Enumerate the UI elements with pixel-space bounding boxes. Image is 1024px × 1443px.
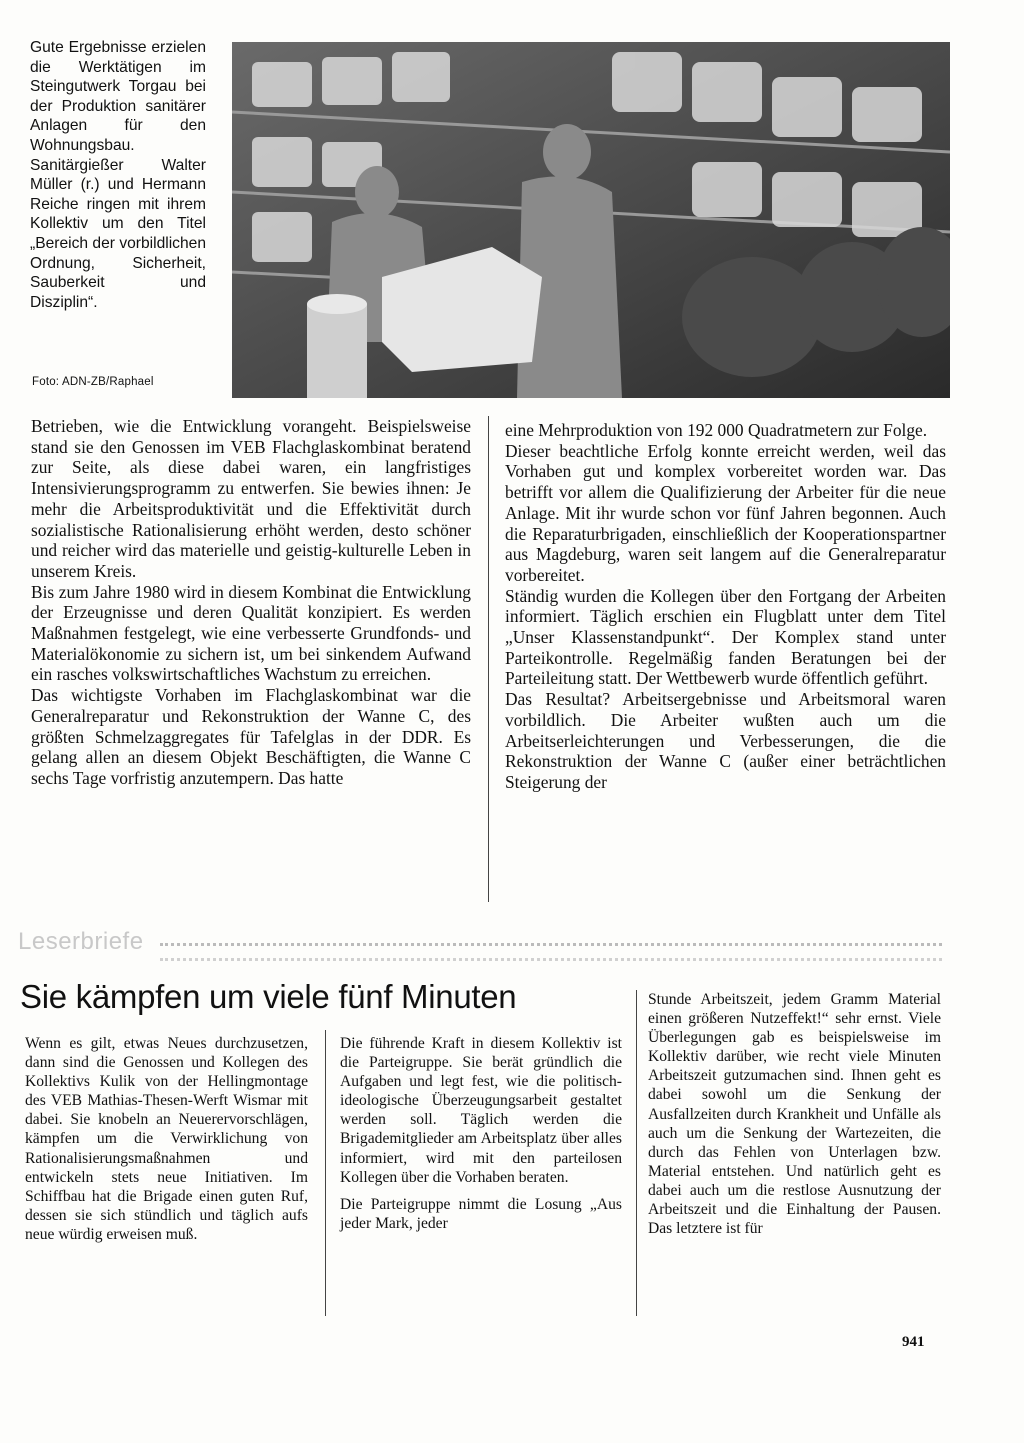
- section-label: Leserbriefe: [18, 928, 144, 955]
- photo-caption: [30, 38, 206, 312]
- letters-3-paragraph-1: Stunde Arbeitszeit, jedem Gramm Material einen größeren Nutzeffekt!“ sehr ernst. Viele Überlegungen gab es beispielsweise im Kollektiv darüber, wie recht viele Minuten Arbeitszeit gutzumachen sind. Ihnen geht es dabei sowohl um die Senkung der Ausfallzeiten durch Krankheit und Unfälle als auch um die Senkung der Wartezeiten, die durch das Fehlen von Unterlagen bzw. Material entstehen. Und natürlich geht es dabei auch um die restlose Ausnutzung der Arbeitszeit und die Einhaltung der Pausen. Das letztere ist für: [648, 991, 941, 1238]
- letters-headline: Sie kämpfen um viele fünf Minuten: [20, 978, 517, 1015]
- article-b-paragraph-2: Dieser beachtliche Erfolg konnte erreicht werden, weil das Vorhaben gut und komplex vorbereitet worden war. Das betrifft vor allem die Qualifizierung der Arbeiter für die neue Anlage. Mit ihr wurde schon vor fünf Jahren begonnen. Auch die Reparaturbrigaden, einschließlich der Kooperationspartner aus Magdeburg, waren seit langem auf die Generalreparatur vorbereitet.: [505, 440, 946, 585]
- section-dotted-rule: [160, 943, 942, 961]
- column-divider: [488, 416, 489, 902]
- page-number: 941: [902, 1334, 925, 1350]
- article-column-b: [505, 420, 946, 793]
- article-b-paragraph-4: Das Resultat? Arbeitsergebnisse und Arbeitsmoral waren vorbildlich. Die Arbeiter wußten auch um die Arbeitserleichterungen und Verbesserungen, die die Rekonstruktion der Wanne C (außer einer beträchtlichen Steigerung der: [505, 689, 946, 792]
- letters-column-1: [25, 1034, 308, 1244]
- column-divider: [325, 1030, 326, 1316]
- article-a-paragraph-1: Betrieben, wie die Entwicklung vorangeht. Beispielsweise stand sie den Genossen im VEB Flachglaskombinat beratend zur Seite, als diese dabei waren, ein langfristiges Intensivierungsprogramm zu entwerfen. Sie bewies ihnen: Je mehr die Arbeitsproduktivität und die Effektivität durch sozialistische Rationalisierung erhöht werden, desto schöner und reicher wird das materielle und geistig-kulturelle Leben in unserem Kreis.: [31, 416, 471, 581]
- article-a-paragraph-2: Bis zum Jahre 1980 wird in diesem Kombinat die Entwicklung der Erzeugnisse und deren Qualität konzipiert. Es werden Maßnahmen festgelegt, wie eine verbesserte Grundfonds- und Materialökonomie zu sichern ist, um bei sinkendem Aufwand ein rasches volkswirtschaftliches Wachstum zu erreichen.: [31, 581, 471, 685]
- article-a-paragraph-3: Das wichtigste Vorhaben im Flachglaskombinat war die Generalreparatur und Rekonstruktion der Wanne C, des größten Schmelzaggregates für Tafelglas in der DDR. Es gelang allen an diesem Objekt Beschäftigten, die Wanne C sechs Tage vorfristig anzutempern. Das hatte: [31, 685, 471, 788]
- column-divider: [636, 990, 637, 1316]
- article-b-paragraph-3: Ständig wurden die Kollegen über den Fortgang der Arbeiten informiert. Täglich erschien ein Flugblatt unter dem Titel „Unser Klassenstandpunkt“. Der Komplex stand unter Parteikontrolle. Regelmäßig fanden Beratungen bei der Parteileitung statt. Der Wettbewerb wurde öffentlich geführt.: [505, 585, 946, 689]
- article-column-a: [31, 416, 471, 789]
- letters-2-paragraph-1: Die führende Kraft in diesem Kollektiv ist die Parteigruppe. Sie berät gründlich die Aufgaben und legt fest, wie die politisch-ideologische Überzeugungsarbeit gestaltet werden soll. Täglich werden die Brigademitglieder am Arbeitsplatz über alles informiert, wird mit den parteilosen Kollegen über die Vorhaben beraten.: [340, 1035, 622, 1186]
- photo-credit: Foto: ADN-ZB/Raphael: [32, 376, 154, 388]
- letters-2-paragraph-2: Die Parteigruppe nimmt die Losung „Aus jeder Mark, jeder: [340, 1195, 622, 1232]
- photo-caption-text: Gute Ergebnisse erzielen die Werktätigen im Steingutwerk Torgau bei der Produktion sanitärer Anlagen für den Wohnungsbau. Sanitärgießer Walter Müller (r.) und Hermann Reiche ringen mit ihrem Kollektiv um den Titel „Bereich der vorbildlichen Ordnung, Sicherheit, Sauberkeit und Disziplin“.: [30, 39, 206, 311]
- letters-column-2: [340, 1034, 622, 1233]
- article-b-paragraph-1: eine Mehrproduktion von 192 000 Quadratmetern zur Folge.: [505, 420, 928, 440]
- letters-column-3: [648, 990, 941, 1238]
- factory-photo: [232, 42, 950, 398]
- letters-1-paragraph-1: Wenn es gilt, etwas Neues durchzusetzen, dann sind die Genossen und Kollegen des Kollektivs Kulik von der Hellingmontage des VEB Mathias-Thesen-Werft Wismar mit dabei. Sie knobeln an Neuerervorschlägen, kämpfen um die Verwirklichung von Rationalisierungsmaßnahmen und entwickeln stets neue Initiativen. Im Schiffbau hat die Brigade einen guten Ruf, dessen sie sich stündlich und täglich aufs neue würdig erweisen muß.: [25, 1035, 308, 1243]
